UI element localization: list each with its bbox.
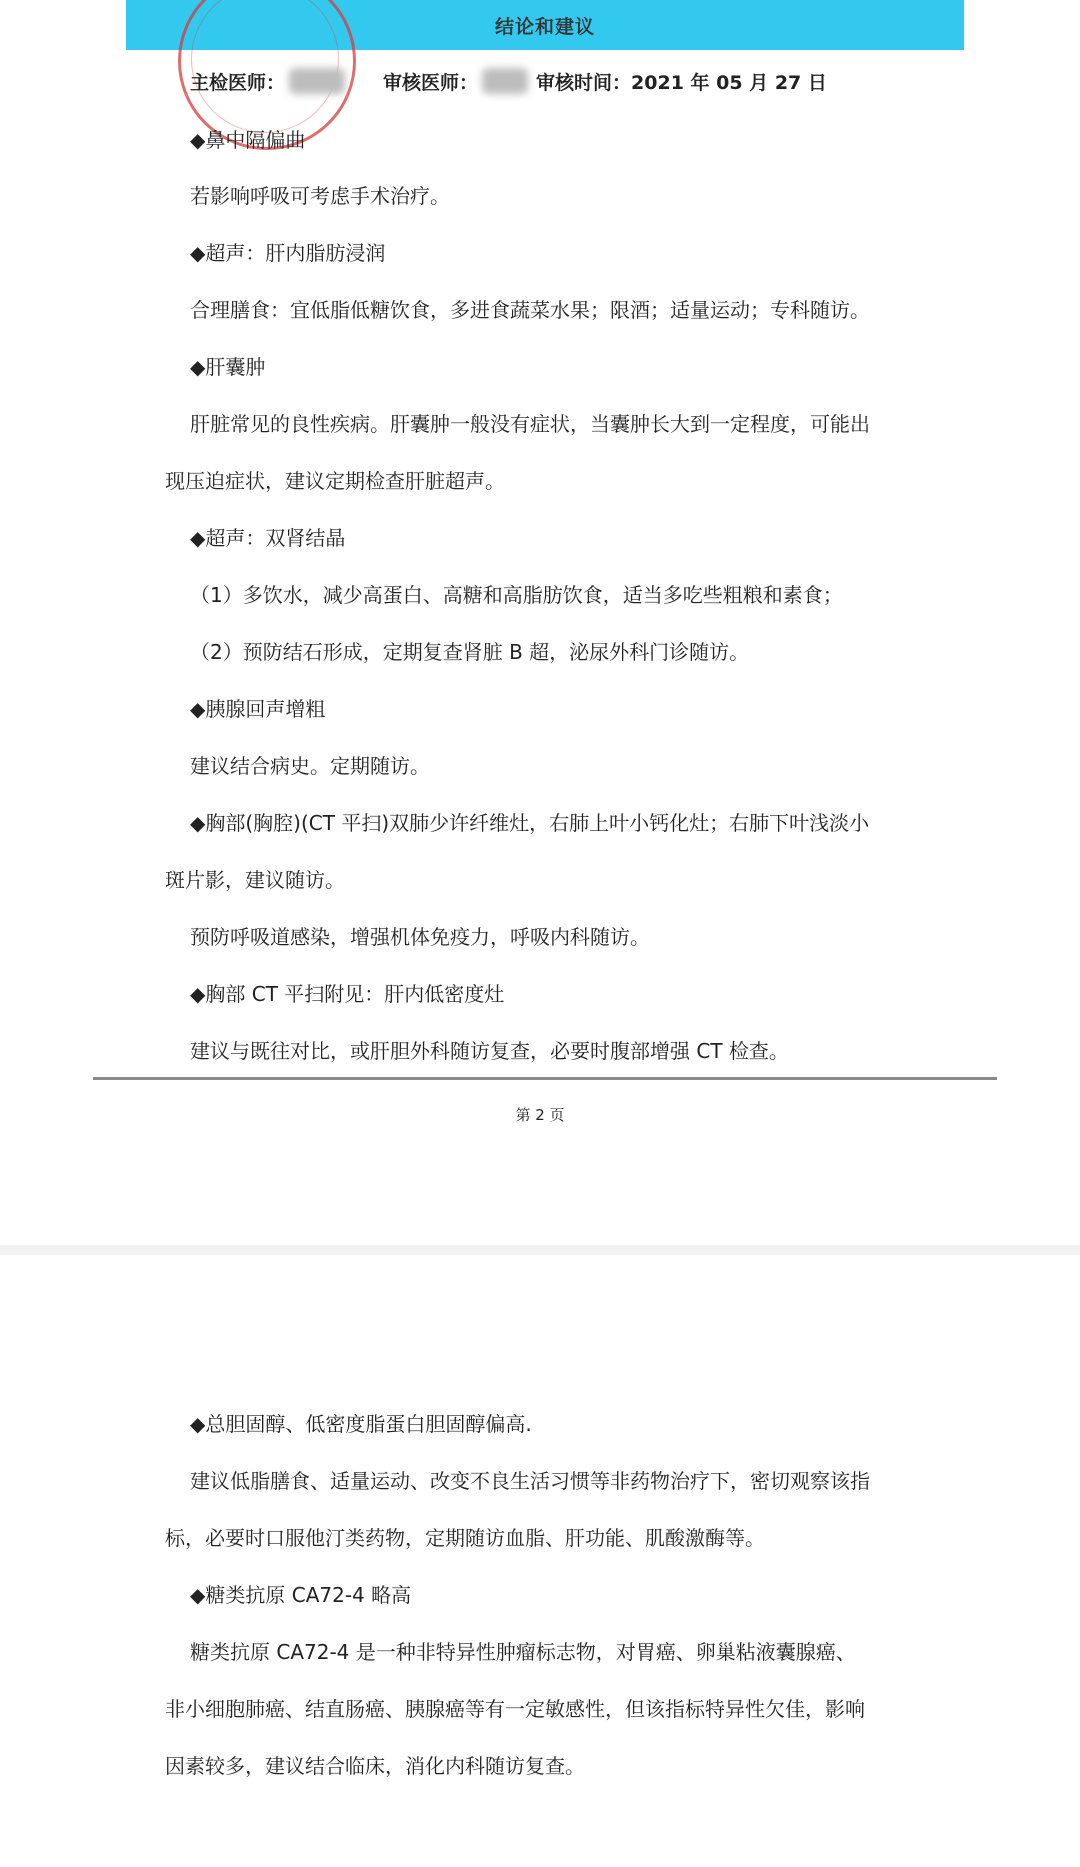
recommendation-text: 建议结合病史。定期随访。: [190, 754, 430, 778]
signature-row: [190, 66, 827, 96]
recommendation-text: 因素较多，建议结合临床，消化内科随访复查。: [165, 1754, 585, 1778]
recommendation-text: 若影响呼吸可考虑手术治疗。: [190, 184, 450, 208]
page-gap: [0, 1245, 1080, 1255]
chief-doctor-label: 主检医师：: [190, 71, 286, 94]
finding-heading: ◆总胆固醇、低密度脂蛋白胆固醇偏高.: [190, 1412, 532, 1436]
recommendation-text: 非小细胞肺癌、结直肠癌、胰腺癌等有一定敏感性，但该指标特异性欠佳，影响: [165, 1697, 865, 1721]
recommendation-text: 合理膳食：宜低脂低糖饮食，多进食蔬菜水果；限酒；适量运动；专科随访。: [190, 298, 870, 322]
finding-heading: ◆糖类抗原 CA72-4 略高: [190, 1583, 412, 1607]
finding-heading: ◆胰腺回声增粗: [190, 697, 326, 721]
recommendation-text: 肝脏常见的良性疾病。肝囊肿一般没有症状，当囊肿长大到一定程度，可能出: [190, 412, 870, 436]
recommendation-text: 建议低脂膳食、适量运动、改变不良生活习惯等非药物治疗下，密切观察该指: [190, 1469, 870, 1493]
section-header-bar: [126, 0, 964, 50]
footer-divider: [93, 1077, 997, 1080]
recommendation-text: 建议与既往对比，或肝胆外科随访复查，必要时腹部增强 CT 检查。: [190, 1039, 789, 1063]
report-page-3: [0, 1255, 1080, 1867]
finding-heading: ◆胸部 CT 平扫附见：肝内低密度灶: [190, 982, 505, 1006]
review-doctor-label: 审核医师：: [383, 71, 479, 94]
recommendation-text: 现压迫症状，建议定期检查肝脏超声。: [165, 469, 505, 493]
finding-heading: 斑片影，建议随访。: [165, 868, 345, 892]
recommendation-text: 标，必要时口服他汀类药物，定期随访血脂、肝功能、肌酸激酶等。: [165, 1526, 765, 1550]
finding-heading: ◆肝囊肿: [190, 355, 266, 379]
finding-heading: ◆超声：肝内脂肪浸润: [190, 241, 386, 265]
review-time-value: 2021 年 05 月 27 日: [631, 71, 827, 94]
finding-heading: ◆胸部(胸腔)(CT 平扫)双肺少许纤维灶，右肺上叶小钙化灶；右肺下叶浅淡小: [190, 811, 870, 835]
recommendation-text: （1）多饮水，减少高蛋白、高糖和高脂肪饮食，适当多吃些粗粮和素食；: [190, 583, 843, 607]
recommendation-text: （2）预防结石形成，定期复查肾脏 B 超，泌尿外科门诊随访。: [190, 640, 750, 664]
review-time-label: 审核时间：: [536, 71, 632, 94]
recommendation-text: 预防呼吸道感染，增强机体免疫力，呼吸内科随访。: [190, 925, 650, 949]
section-title: 结论和建议: [494, 15, 595, 38]
finding-heading: ◆鼻中隔偏曲: [190, 128, 306, 152]
redacted-chief-doctor: [289, 68, 345, 94]
page-number: 第 2 页: [515, 1106, 565, 1124]
finding-heading: ◆超声：双肾结晶: [190, 526, 346, 550]
recommendation-text: 糖类抗原 CA72-4 是一种非特异性肿瘤标志物，对胃癌、卵巢粘液囊腺癌、: [190, 1640, 856, 1664]
redacted-review-doctor: [482, 68, 528, 94]
